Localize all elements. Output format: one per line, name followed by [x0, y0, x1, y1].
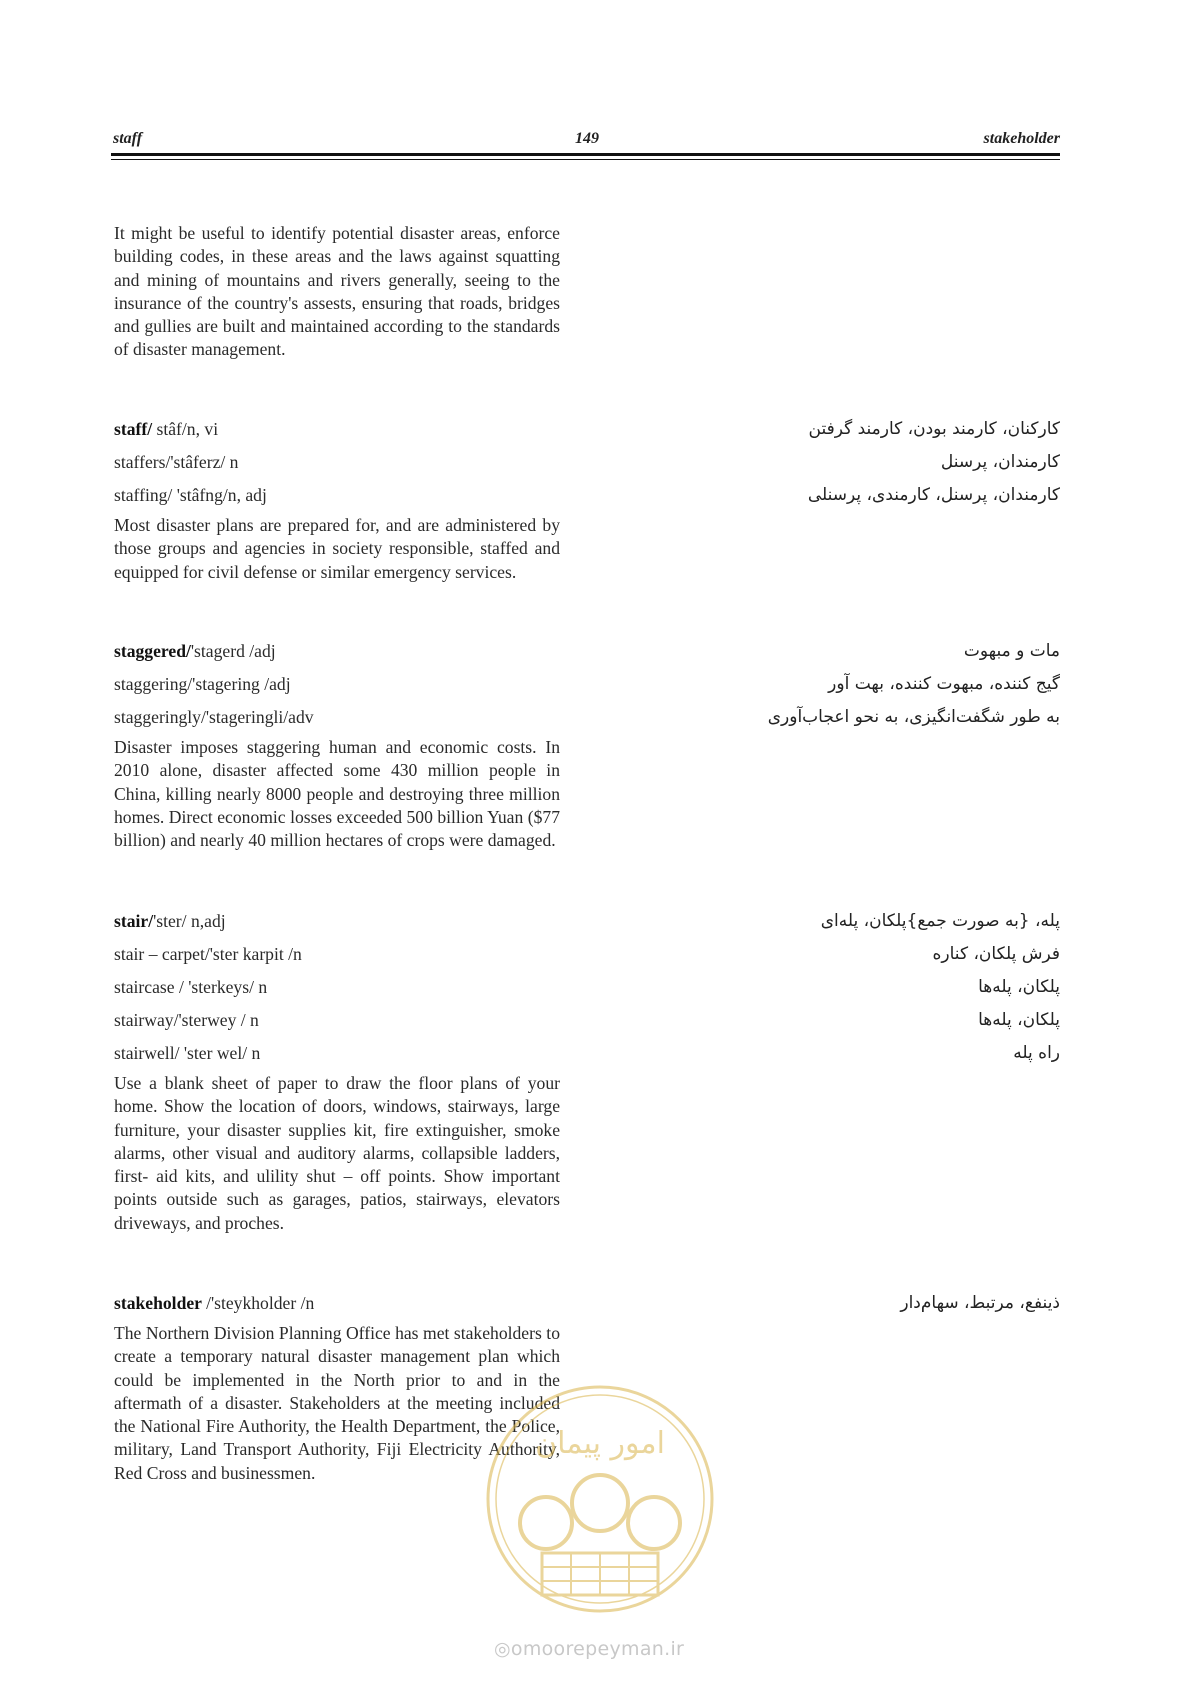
entry-stairwell: stairwell/ 'ster wel/ n — [114, 1043, 261, 1063]
running-header — [113, 130, 1060, 152]
pronunciation: 'ster/ n,adj — [153, 911, 226, 931]
entry-staircase: staircase / 'sterkeys/ n — [114, 977, 268, 997]
intro-paragraph: It might be useful to identify potential disaster areas, enforce building codes, in these areas and the laws against squatting and mining of mountains and rivers generally, seeing to the insurance of the country's assests, ensuring that roads, bridges and gullies are built and maintained according to the standards of disaster management. — [114, 223, 560, 360]
entry-stairway: stairway/'sterwey / n — [114, 1010, 259, 1030]
entry-staffing: staffing/ 'stâfng/n, adj — [114, 485, 267, 505]
pronunciation: /'steykholder /n — [206, 1293, 315, 1313]
seal-text: امور پیمان — [535, 1426, 665, 1461]
header-left-guideword: staff — [113, 130, 143, 147]
watermark-seal-icon — [484, 1383, 716, 1615]
example-stair: Use a blank sheet of paper to draw the floor plans of your home. Show the location of doors, windows, stairways, large furniture, your disaster supplies kit, fire extinguisher, smoke alarms, other visual and auditory alarms, collapsible ladders, first- aid kits, and ulility shut – off points. Show important points outside such as garages, patios, stairways, elevators driveways, and proches. — [114, 1073, 560, 1233]
translation-staff: کارکنان، کارمند بودن، کارمند گرفتن — [808, 419, 1060, 439]
translation-staircase: پلکان، پله‌ها — [978, 977, 1060, 997]
header-rule-thick — [111, 153, 1060, 156]
headword: staff/ — [114, 419, 153, 439]
translation-staffers: کارمندان، پرسنل — [940, 452, 1060, 472]
entry-stair-carpet: stair – carpet/'ster karpit /n — [114, 944, 302, 964]
headword: stair/ — [114, 911, 154, 931]
translation-stairwell: راه پله — [1013, 1043, 1060, 1063]
page-number: 149 — [575, 130, 599, 147]
translation-stairway: پلکان، پله‌ها — [978, 1010, 1060, 1030]
translation-stair: پله، {به صورت جمع}پلکان، پله‌ای — [820, 911, 1060, 931]
headword: stakeholder — [114, 1293, 207, 1313]
entry-staggered — [114, 640, 574, 663]
header-right-guideword: stakeholder — [983, 130, 1060, 147]
translation-staggering: گیج کننده، مبهوت کننده، بهت آور — [828, 674, 1060, 694]
entry-staff — [114, 418, 574, 441]
watermark-url — [494, 1638, 714, 1660]
entry-staggering: staggering/'stagering /adj — [114, 674, 291, 694]
example-staggered: Disaster imposes staggering human and economic costs. In 2010 alone, disaster affected some 430 million people in China, killing nearly 8000 people and destroying three million homes. Direct economic losses exceeded 500 billion Yuan ($77 billion) and nearly 40 million hectares of crops were damaged. — [114, 737, 560, 851]
translation-staffing: کارمندان، پرسنل، کارمندی، پرسنلی — [807, 485, 1060, 505]
example-staff: Most disaster plans are prepared for, and are administered by those groups and agencies in society responsible, staffed and equipped for civil defense or similar emergency services. — [114, 515, 560, 582]
pronunciation: stâf/n, vi — [152, 419, 219, 439]
watermark-globe-icon: ◎ — [494, 1638, 511, 1660]
headword: staggered/ — [114, 641, 191, 661]
header-rule-thin — [111, 159, 1060, 160]
example-stakeholder: The Northern Division Planning Office has met stakeholders to create a temporary natural disaster management plan which could be implemented in the North prior to and in the aftermath of a disaster. Stakeholders at the meeting included the National Fire Authority, the Health Department, the Police, military, Land Transport Authority, Fiji Electricity Authority, Red Cross and businessmen. — [114, 1323, 560, 1483]
entry-stair — [114, 910, 574, 933]
entry-staggeringly: staggeringly/'stageringli/adv — [114, 707, 314, 727]
entry-staffers: staffers/'stâferz/ n — [114, 452, 239, 472]
translation-staggeringly: به طور شگفت‌انگیزی، به نحو اعجاب‌آوری — [767, 707, 1060, 727]
translation-staggered: مات و مبهوت — [963, 641, 1060, 661]
watermark-url-text: omoorepeyman.ir — [510, 1638, 685, 1660]
pronunciation: 'stagerd /adj — [190, 641, 276, 661]
entry-stakeholder — [114, 1292, 574, 1315]
translation-stair-carpet: فرش پلکان، کناره — [932, 944, 1060, 964]
translation-stakeholder: ذینفع، مرتبط، سهام‌دار — [900, 1293, 1060, 1313]
